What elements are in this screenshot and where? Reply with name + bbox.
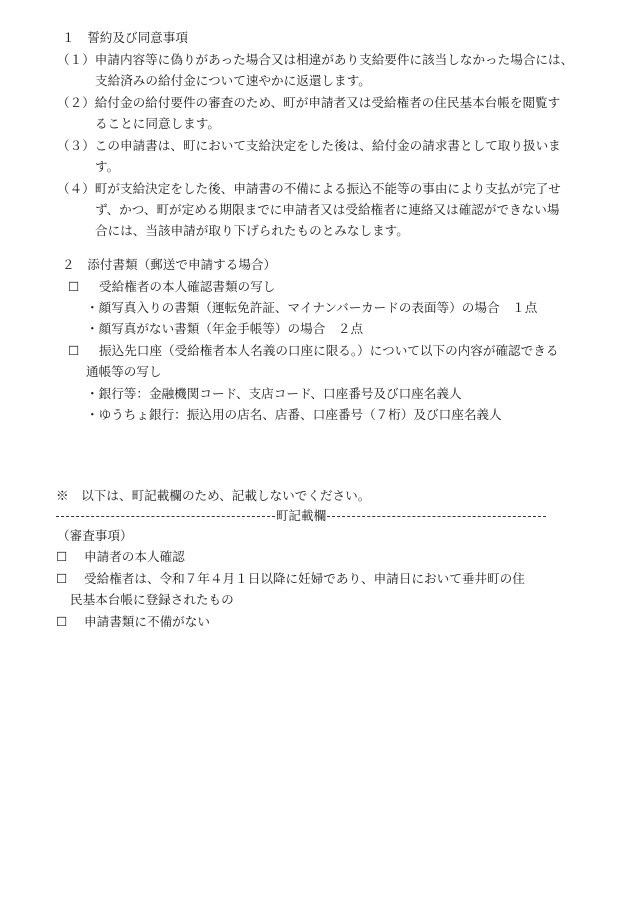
- check3-label: 申請書類に不備がない: [84, 614, 210, 629]
- doc2-checkbox[interactable]: ☐: [68, 343, 80, 358]
- section2-heading: ２ 添付書類（郵送で申請する場合）: [62, 257, 277, 272]
- check2-line1: 受給権者は、令和７年４月１日以降に妊婦であり、申請日において垂井町の住: [84, 571, 525, 586]
- section1-item3-line1: （３）この申請書は、町において支給決定をした後は、給付金の請求書として取り扱いま: [57, 138, 561, 153]
- section1-item4-line3: 合には、当該申請が取り下げられたものとみなします。: [95, 223, 409, 238]
- divider-rule-left: [56, 516, 275, 517]
- divider-label: 町記載欄: [275, 508, 327, 523]
- check2-line2: 民基本台帳に登録されたもの: [70, 592, 234, 607]
- office-divider: [56, 508, 546, 524]
- check3-checkbox[interactable]: ☐: [56, 614, 68, 629]
- section1-item1-line2: 支給済みの給付金について速やかに返還します。: [95, 73, 371, 88]
- office-note: ※ 以下は、町記載欄のため、記載しないでください。: [56, 488, 371, 503]
- check2-checkbox[interactable]: ☐: [56, 571, 68, 586]
- section1-heading: １ 誓約及び同意事項: [62, 30, 188, 45]
- section1-item2-line1: （２）給付金の給付要件の審査のため、町が申請者又は受給権者の住民基本台帳を閲覧す: [57, 95, 561, 110]
- doc2-label: 振込先口座（受給権者本人名義の口座に限る。）について以下の内容が確認できる: [99, 343, 559, 358]
- check1-label: 申請者の本人確認: [84, 549, 185, 564]
- doc2-label-cont: 通帳等の写し: [86, 364, 162, 379]
- doc1-label: 受給権者の本人確認書類の写し: [99, 279, 276, 294]
- review-heading: （審査事項）: [57, 528, 133, 543]
- doc1-sub2: ・顔写真がない書類（年金手帳等）の場合 ２点: [86, 321, 364, 336]
- doc1-checkbox[interactable]: ☐: [68, 279, 80, 294]
- section1-item4-line2: ず、かつ、町が定める期限までに申請者又は受給権者に連絡又は確認ができない場: [95, 202, 560, 217]
- check1-checkbox[interactable]: ☐: [56, 549, 68, 564]
- section1-item3-line2: す。: [95, 159, 120, 174]
- divider-rule-right: [327, 516, 546, 517]
- section1-item1-line1: （１）申請内容等に偽りがあった場合又は相違があり支給要件に該当しなかった場合には、: [57, 52, 574, 67]
- doc1-sub1: ・顔写真入りの書類（運転免許証、マイナンバーカードの表面等）の場合 １点: [86, 300, 538, 315]
- section1-item4-line1: （４）町が支給決定をした後、申請書の不備による振込不能等の事由により支払が完了せ: [57, 181, 561, 196]
- section1-item2-line2: ることに同意します。: [95, 116, 220, 131]
- doc2-sub1: ・銀行等：金融機関コード、支店コード、口座番号及び口座名義人: [86, 386, 462, 401]
- doc2-sub2: ・ゆうちょ銀行：振込用の店名、店番、口座番号（７桁）及び口座名義人: [86, 407, 502, 422]
